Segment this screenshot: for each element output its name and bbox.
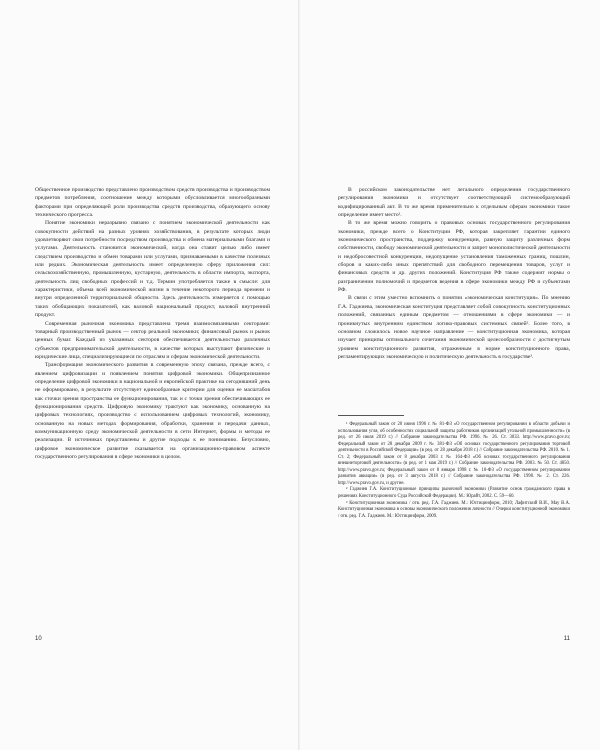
footnote-divider (338, 415, 404, 416)
page-number: 11 (563, 636, 570, 642)
paragraph: Общественное производство представлено производством средств производства и производством предметов потребления, соотношение между которыми обусловливается многообразными факторами при определяющей роли производства средств производства, образующего основу технического прогресса. (35, 187, 270, 219)
footnotes (338, 415, 570, 520)
paragraph: В российском законодательстве нет легального определения государственного регулирования экономики и отсутствует соответствующий системообразующий кодифицированный акт. В то же время применительно к отдельным сферам экономики такое определение имеет место¹. (338, 187, 570, 219)
paragraph: В связи с этим уместно вспомнить о понятии «экономическая конституция». По мнению Г.А. Гаджиева, экономическая конституция представляет собой совокупность конституционных положений, связанных единым предметом — отношениями в сфере экономики — и проникнутых внутренним единством логико-правовых системных связей². Более того, в основном сложилось новое научное направление — конституционная экономика, которая изучает принципы оптимального сочетания экономической целесообразности с достигнутым уровнем конституционного развития, отраженным в норме конституционного права, регламентирующих экономическую и политическую деятельность в государстве³. (338, 295, 570, 360)
right-page-text (338, 186, 570, 361)
right-page (300, 0, 600, 750)
paragraph: Понятие экономики неразрывно связано с понятием экономической деятельности как совокупности действий на разных уровнях хозяйствования, в результате которых люди удовлетворяют свои потребности посредством производства и обмена материальными благами и услугами. Деятельность становится экономической, когда она ставит целью либо имеет следствием производство и обмен товарами или услугами, признаваемыми в качестве полезных или редких. Экономическая деятельность имеет определенную сферу приложения сил: сельскохозяйственную, промышленную, кустарную, деятельность в области импорта, экспорта, деятельность лиц свободных профессий и т.д. Термин употребляется также в смысле: для характеристики, объема всей экономической жизни в течение некоторого периода времени и внутри определенной территориальной общности. Здесь деятельность измеряется с помощью таких обобщающих показателей, как валовой национальный продукт, валовой внутренний продукт. (35, 220, 270, 319)
footnote: ² Гаджиев Г.А. Конституционные принципы рыночной экономики (Развитие основ гражданского права в решениях Конституционного Суда Российской Федерации). М.: Юрайт, 2002. С. 59—60. (338, 487, 570, 500)
paragraph: Трансформация экономического развития в современную эпоху связана, прежде всего, с явлением цифровизации и появлением понятия цифровой экономики. Общепризнанное определение цифровой экономики в национальной и европейской практике на сегодняшний день не оформировано, в результате отсутствует единообразные критерии для оценки ее масштабов как сточки зрения пространства ее функционирования, так и с точки зрения обеспечивающих ее функционирования средств. Цифровую экономику трактуют как экономику, основанную на цифровых технологиях, производство с использованием цифровых технологий, экономику, основанную на новых методах формирования, обработки, хранения и передачи данных, коммуникационную среду экономической деятельности в сети Интернет, формы и методы ее реализации. В источниках представлены и другие подходы к ее пониманию. Безусловно, цифровое экономическое развитие сказывается на организационно-правовом аспекте государственного регулирования в сфере экономики в целом. (35, 362, 270, 460)
footnote: ³ Конституционная экономика / отв. ред. Г.А. Гаджиев. М.: Юстицинформ, 2010; Лафитский В.И., Мау В.А. Конституционная экономика в основы экономического положения личности // Очерки конституционной экономики / отв. ред. Г.А. Гаджиев. М.: Юстицинформ, 2009. (338, 500, 570, 519)
paragraph: В то же время можно говорить о правовых основах государственного регулирования экономики, прежде всего о Конституции РФ, которая закрепляет гарантии единого экономического пространства, поддержку конкуренции, равную защиту различных форм собственности, свободу экономической деятельности и запрет монополистической деятельности и недобросовестной конкуренции, недопущение установления таможенных границ, пошлин, сборов и каких-либо иных препятствий для свободного перемещения товаров, услуг и финансовых средств и др. других положений. Конституция РФ также содержит нормы о разграничении полномочий и предметов ведения в сфере экономики между РФ и субъектами РФ. (338, 220, 570, 294)
page-number: 10 (35, 636, 42, 642)
footnote: ¹ Федеральный закон от 20 июня 1996 г. № 81-ФЗ «О государственном регулировании в области добычи и использования угля, об особенностях социальной защиты работников организаций угольной промышленности» (в ред. от 26 июля 2019 г.) // Собрание законодательства РФ. 1996. № 26. Ст. 3033. http://www.pravo.gov.ru; Федеральный закон от 28 декабря 2009 г. № 381-ФЗ «Об основах государственного регулирования торговой деятельности в Российской Федерации» (в ред. от 28 декабря 2018 г.) // Собрание законодательства РФ. 2010. № 1. Ст. 2; Федеральный закон от 8 декабря 2003 г. № 164-ФЗ «Об основах государственного регулирования внешнеторговой деятельности» (в ред. от 1 мая 2019 г.) // Собрание законодательства РФ. 2003. № 50. Ст. 4850. http://www.pravo.gov.ru; Федеральный закон от 8 января 1998 г. № 10-ФЗ «О государственном регулировании развития авиации» (в ред. от 3 августа 2018 г.) // Собрание законодательства РФ. 1998. № 2. Ст. 226. http://www.pravo.gov.ru, и другие. (338, 422, 570, 486)
left-page-text (35, 186, 270, 461)
paragraph: Современная рыночная экономика представлена тремя взаимосвязанными секторами: товарный производственный рынок — сектор реальной экономики; финансовый рынок и рынок ценных бумаг. Каждый из указанных секторов обеспечивается деятельностью различных субъектов предпринимательской деятельности, в качестве которых выступают физические и юридические лица, специализирующиеся по отраслям и сферам экономической деятельности. (35, 320, 270, 360)
